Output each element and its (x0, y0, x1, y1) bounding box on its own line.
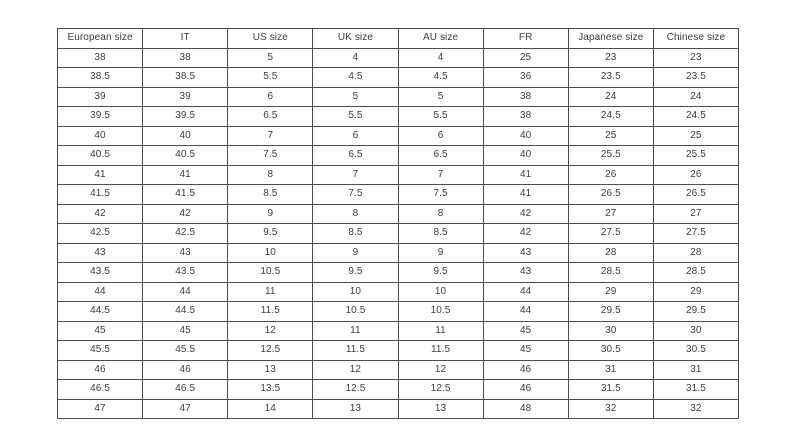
table-cell: 7.5 (228, 146, 313, 166)
table-cell: 25 (653, 126, 738, 146)
table-cell: 5 (313, 87, 398, 107)
table-cell: 40.5 (58, 146, 143, 166)
table-cell: 44 (483, 302, 568, 322)
table-cell: 27.5 (568, 224, 653, 244)
table-cell: 31.5 (653, 380, 738, 400)
table-cell: 4.5 (313, 68, 398, 88)
table-cell: 6 (313, 126, 398, 146)
table-cell: 29 (653, 282, 738, 302)
table-cell: 45 (483, 341, 568, 361)
table-row (58, 360, 739, 380)
table-cell: 42 (58, 204, 143, 224)
table-row (58, 185, 739, 205)
table-cell: 27 (653, 204, 738, 224)
table-cell: 28 (568, 243, 653, 263)
table-cell: 28 (653, 243, 738, 263)
table-cell: 9.5 (313, 263, 398, 283)
table-cell: 31 (653, 360, 738, 380)
table-cell: 45 (58, 321, 143, 341)
table-cell: 30 (568, 321, 653, 341)
table-cell: 11 (228, 282, 313, 302)
table-cell: 7.5 (398, 185, 483, 205)
table-cell: 10.5 (228, 263, 313, 283)
table-cell: 38 (483, 87, 568, 107)
table-cell: 42 (143, 204, 228, 224)
table-cell: 46.5 (58, 380, 143, 400)
table-cell: 40.5 (143, 146, 228, 166)
table-cell: 39.5 (58, 107, 143, 127)
table-row (58, 380, 739, 400)
table-cell: 47 (58, 399, 143, 419)
table-row (58, 146, 739, 166)
table-cell: 11 (313, 321, 398, 341)
table-cell: 39 (58, 87, 143, 107)
table-row (58, 399, 739, 419)
column-header: IT (143, 29, 228, 49)
table-cell: 42 (483, 204, 568, 224)
table-cell: 43 (58, 243, 143, 263)
table-cell: 26.5 (653, 185, 738, 205)
table-row (58, 321, 739, 341)
table-cell: 28.5 (653, 263, 738, 283)
table-cell: 43 (483, 243, 568, 263)
table-cell: 42.5 (58, 224, 143, 244)
table-cell: 8 (313, 204, 398, 224)
table-row (58, 48, 739, 68)
table-cell: 14 (228, 399, 313, 419)
table-cell: 8.5 (398, 224, 483, 244)
table-cell: 40 (483, 126, 568, 146)
table-row (58, 204, 739, 224)
table-cell: 6.5 (398, 146, 483, 166)
table-body (58, 48, 739, 419)
table-cell: 45.5 (143, 341, 228, 361)
table-cell: 5 (228, 48, 313, 68)
table-row (58, 243, 739, 263)
shoe-size-conversion-table (57, 28, 739, 419)
table-cell: 7.5 (313, 185, 398, 205)
table-cell: 46 (483, 360, 568, 380)
table-row (58, 341, 739, 361)
table-cell: 28.5 (568, 263, 653, 283)
table-cell: 25 (568, 126, 653, 146)
table-cell: 30.5 (653, 341, 738, 361)
table-cell: 26 (568, 165, 653, 185)
table-cell: 42 (483, 224, 568, 244)
table-cell: 11.5 (398, 341, 483, 361)
table-cell: 46 (483, 380, 568, 400)
table-cell: 9 (228, 204, 313, 224)
table-cell: 6 (228, 87, 313, 107)
table-cell: 5.5 (313, 107, 398, 127)
table-cell: 9.5 (228, 224, 313, 244)
table-row (58, 282, 739, 302)
table-cell: 45 (143, 321, 228, 341)
table-cell: 42.5 (143, 224, 228, 244)
table-cell: 11.5 (313, 341, 398, 361)
table-cell: 23 (568, 48, 653, 68)
column-header: AU size (398, 29, 483, 49)
table-cell: 39.5 (143, 107, 228, 127)
table-cell: 38 (143, 48, 228, 68)
table-row (58, 87, 739, 107)
table-cell: 23.5 (653, 68, 738, 88)
table-cell: 6 (398, 126, 483, 146)
table-cell: 43.5 (143, 263, 228, 283)
table-cell: 23.5 (568, 68, 653, 88)
table-cell: 25.5 (568, 146, 653, 166)
table-cell: 46.5 (143, 380, 228, 400)
table-cell: 26 (653, 165, 738, 185)
table-cell: 47 (143, 399, 228, 419)
table-cell: 25 (483, 48, 568, 68)
table-cell: 44 (143, 282, 228, 302)
table-cell: 6.5 (228, 107, 313, 127)
table-head (58, 29, 739, 49)
table-cell: 39 (143, 87, 228, 107)
size-conversion-table-container (57, 28, 739, 419)
table-cell: 7 (398, 165, 483, 185)
table-cell: 7 (228, 126, 313, 146)
table-cell: 4.5 (398, 68, 483, 88)
table-cell: 38 (483, 107, 568, 127)
table-cell: 32 (653, 399, 738, 419)
table-cell: 45 (483, 321, 568, 341)
table-cell: 38.5 (58, 68, 143, 88)
table-cell: 11.5 (228, 302, 313, 322)
table-cell: 9.5 (398, 263, 483, 283)
table-cell: 13 (398, 399, 483, 419)
table-cell: 24 (568, 87, 653, 107)
table-row (58, 263, 739, 283)
table-cell: 9 (313, 243, 398, 263)
column-header: FR (483, 29, 568, 49)
table-cell: 36 (483, 68, 568, 88)
table-cell: 43 (483, 263, 568, 283)
column-header: Japanese size (568, 29, 653, 49)
table-cell: 40 (58, 126, 143, 146)
table-cell: 13 (228, 360, 313, 380)
table-cell: 30 (653, 321, 738, 341)
table-cell: 41.5 (143, 185, 228, 205)
table-cell: 10 (398, 282, 483, 302)
column-header: US size (228, 29, 313, 49)
table-cell: 41 (143, 165, 228, 185)
table-cell: 38.5 (143, 68, 228, 88)
table-cell: 44 (483, 282, 568, 302)
table-cell: 10 (313, 282, 398, 302)
column-header: Chinese size (653, 29, 738, 49)
table-row (58, 224, 739, 244)
table-cell: 46 (143, 360, 228, 380)
table-cell: 29 (568, 282, 653, 302)
table-cell: 40 (483, 146, 568, 166)
table-row (58, 68, 739, 88)
table-cell: 7 (313, 165, 398, 185)
table-cell: 48 (483, 399, 568, 419)
table-cell: 41 (58, 165, 143, 185)
table-cell: 32 (568, 399, 653, 419)
table-cell: 4 (313, 48, 398, 68)
table-cell: 12 (313, 360, 398, 380)
table-cell: 8.5 (228, 185, 313, 205)
table-cell: 4 (398, 48, 483, 68)
table-cell: 29.5 (653, 302, 738, 322)
table-cell: 44 (58, 282, 143, 302)
table-cell: 12.5 (313, 380, 398, 400)
table-cell: 43 (143, 243, 228, 263)
column-header: UK size (313, 29, 398, 49)
table-cell: 31 (568, 360, 653, 380)
table-cell: 41 (483, 185, 568, 205)
table-cell: 27.5 (653, 224, 738, 244)
table-cell: 9 (398, 243, 483, 263)
table-cell: 5.5 (398, 107, 483, 127)
table-cell: 6.5 (313, 146, 398, 166)
table-row (58, 107, 739, 127)
table-cell: 12.5 (398, 380, 483, 400)
table-cell: 26.5 (568, 185, 653, 205)
table-cell: 5 (398, 87, 483, 107)
table-cell: 23 (653, 48, 738, 68)
table-cell: 41.5 (58, 185, 143, 205)
table-row (58, 165, 739, 185)
table-cell: 8 (398, 204, 483, 224)
table-cell: 25.5 (653, 146, 738, 166)
table-cell: 27 (568, 204, 653, 224)
table-cell: 31.5 (568, 380, 653, 400)
table-cell: 44.5 (143, 302, 228, 322)
table-row (58, 302, 739, 322)
table-cell: 12.5 (228, 341, 313, 361)
table-cell: 24.5 (653, 107, 738, 127)
table-cell: 10 (228, 243, 313, 263)
table-cell: 10.5 (313, 302, 398, 322)
header-row (58, 29, 739, 49)
table-cell: 8.5 (313, 224, 398, 244)
column-header: European size (58, 29, 143, 49)
table-cell: 46 (58, 360, 143, 380)
table-cell: 43.5 (58, 263, 143, 283)
table-cell: 13.5 (228, 380, 313, 400)
table-cell: 44.5 (58, 302, 143, 322)
table-cell: 10.5 (398, 302, 483, 322)
table-cell: 45.5 (58, 341, 143, 361)
table-cell: 41 (483, 165, 568, 185)
table-row (58, 126, 739, 146)
table-cell: 40 (143, 126, 228, 146)
table-cell: 11 (398, 321, 483, 341)
table-cell: 29.5 (568, 302, 653, 322)
table-cell: 30.5 (568, 341, 653, 361)
table-cell: 38 (58, 48, 143, 68)
table-cell: 12 (228, 321, 313, 341)
table-cell: 13 (313, 399, 398, 419)
table-cell: 5.5 (228, 68, 313, 88)
table-cell: 8 (228, 165, 313, 185)
table-cell: 24 (653, 87, 738, 107)
table-cell: 12 (398, 360, 483, 380)
table-cell: 24.5 (568, 107, 653, 127)
